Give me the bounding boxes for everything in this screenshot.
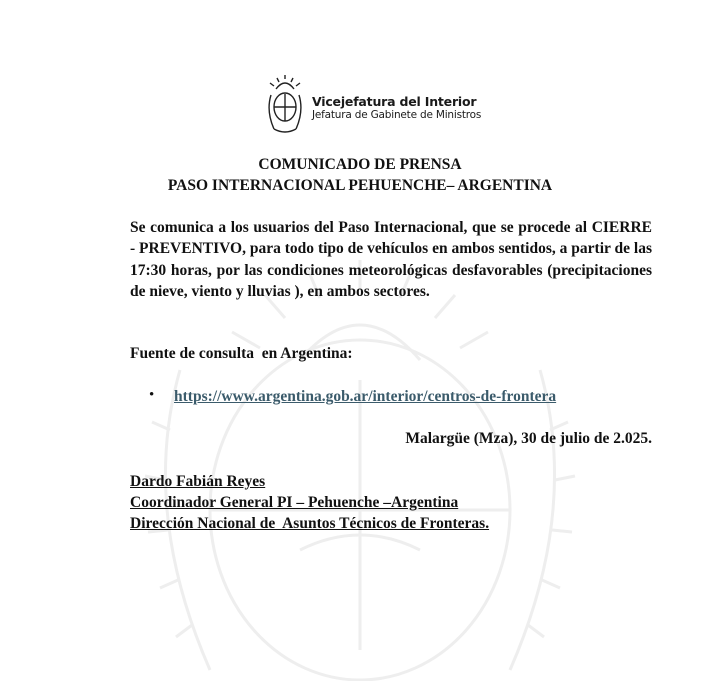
coat-of-arms-watermark (120, 250, 600, 681)
org-subname: Jefatura de Gabinete de Ministros (312, 109, 482, 121)
signature-name: Dardo Fabián Reyes (130, 473, 266, 490)
document-title: COMUNICADO DE PRENSA (258, 156, 462, 173)
argentina-coat-of-arms-icon (266, 75, 304, 135)
signature-role: Coordinador General PI – Pehuenche –Argentina (130, 494, 459, 511)
frontier-centers-link[interactable]: https://www.argentina.gob.ar/interior/centros-de-frontera (174, 388, 557, 405)
document-subtitle: PASO INTERNACIONAL PEHUENCHE– ARGENTINA (167, 177, 553, 194)
date-line: Malargüe (Mza), 30 de julio de 2.025. (405, 430, 652, 447)
org-name: Vicejefatura del Interior (312, 94, 477, 109)
signature-office: Dirección Nacional de Asuntos Técnicos de Fronteras. (130, 515, 490, 532)
body-paragraph: Se comunica a los usuarios del Paso Internacional, que se procede al CIERRE - PREVENTIVO, para todo tipo de vehículos en ambos sentidos, a partir de las 17:30 horas, por las condiciones meteorológicas desfavorables (precipitaciones de nieve, viento y lluvias ), en ambos sectores. (130, 219, 652, 301)
bullet-icon: • (149, 387, 155, 403)
source-label: Fuente de consulta en Argentina: (130, 345, 353, 362)
